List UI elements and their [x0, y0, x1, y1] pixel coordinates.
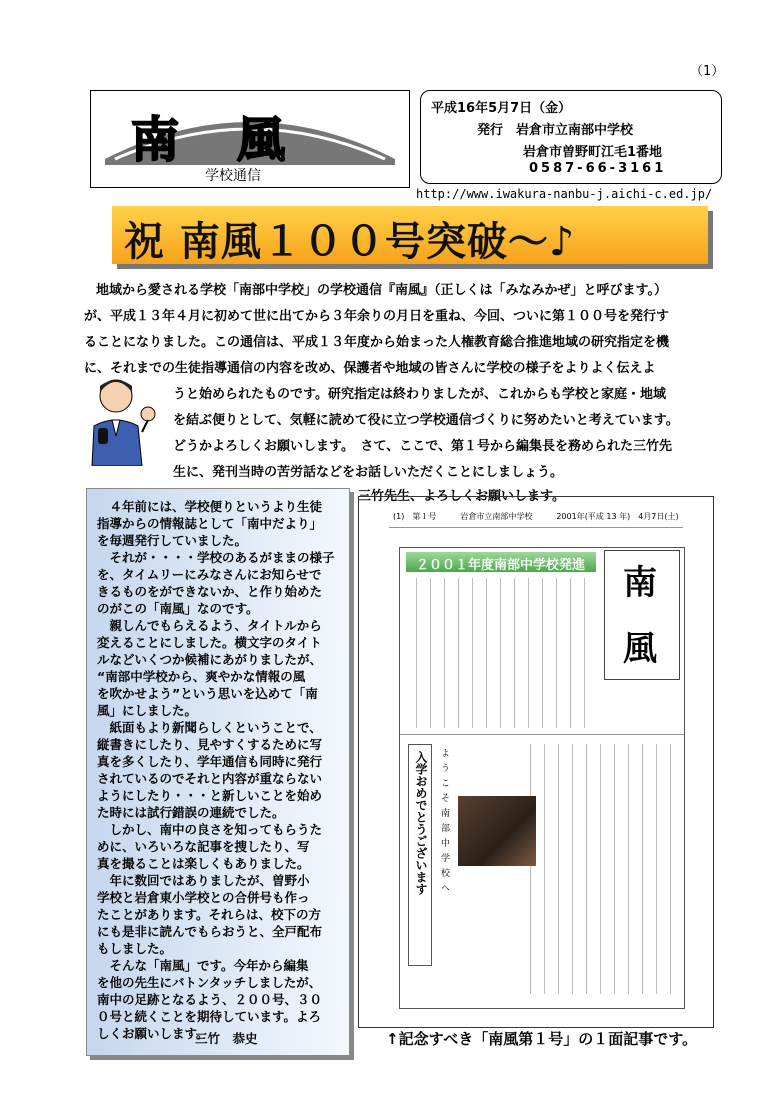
column-line: それが・・・・学校のあるがままの様子 [97, 550, 335, 565]
intro-line: ることになりました。この通信は、平成１３年度から始まった人権教育総合推進地域の研究指定を機 [84, 335, 670, 350]
masthead-title: 南風 [131, 112, 344, 168]
intro-line: 地域から愛される学校「南部中学校」の学校通信『南風』（正しくは「みなみかぜ」と呼びます。） [96, 283, 667, 298]
column-line: を、タイムリーにみなさんにお知らせで [97, 567, 322, 582]
column-line: しくお願いします。 [97, 1026, 209, 1041]
info-box [420, 90, 722, 184]
intro-line: うと始められたものです。研究指定は終わりましたが、これからも学校と家庭・地域 [173, 387, 666, 402]
column-line: 紙面もより新聞らしくということで、 [97, 720, 322, 735]
first-issue-photo [458, 796, 536, 866]
column-line: 親しんでもらえるよう、タイトルから [97, 618, 322, 633]
column-line: のがこの「南風」なのです。 [97, 601, 259, 616]
address: 岩倉市曽野町江毛1番地 [523, 145, 663, 160]
publisher: 発行 岩倉市立南部中学校 [477, 123, 634, 138]
first-issue-image [358, 496, 714, 1028]
column-line: 真を多くしたり、学年通信も同時に発行 [97, 754, 323, 769]
column-line: にも是非に読んでもらおうと、全戸配布 [97, 924, 323, 939]
column-line: しかし、南中の良さを知ってもらうた [97, 822, 323, 837]
first-issue-welcome-sub: ようこそ南部中学校へ [439, 748, 449, 898]
intro-line: 三竹先生、よろしくお願いします。 [358, 489, 565, 504]
intro-line: 生に、発刊当時の苦労話などをお話しいただくことにしましょう。 [173, 465, 564, 480]
masthead [90, 90, 410, 188]
column-line: 年に数回ではありましたが、曽野小 [97, 873, 310, 888]
image-caption: ↑記念すべき「南風第１号」の１面記事です。 [386, 1030, 698, 1048]
column-line: そんな「南風」です。今年から編集 [97, 958, 309, 973]
issue-date: 平成16年5月7日（金） [431, 101, 572, 116]
school-url[interactable]: http://www.iwakura-nanbu-j.aichi-c.ed.jp/ [416, 187, 713, 201]
column-line: されているのでそれと内容が重ならない [97, 771, 323, 786]
intro-line: に、それまでの生徒指導通信の内容を改め、保護者や地域の皆さんに学校の様子をよりよく伝えよ [84, 361, 656, 376]
first-issue-welcome-box [408, 744, 432, 966]
column-line: を吹かせよう”という思いを込めて「南 [97, 686, 318, 701]
column-line: 真を撮ることは楽しくもありました。 [97, 856, 310, 871]
first-issue-logo-top: 南 [623, 563, 657, 603]
column-line: もしました。 [97, 941, 173, 956]
column-line: たことがあります。それらは、校下の方 [97, 907, 322, 922]
column-line: 南中の足跡となるよう、２００号、３０ [97, 992, 323, 1007]
column-line: ０号と続くことを期待しています。よろ [97, 1009, 322, 1024]
first-issue-welcome: 入学おめでとうございます [414, 751, 428, 895]
column-line: 縦書きにしたり、見やすくするために写 [97, 737, 323, 752]
masthead-subtitle: 学校通信 [205, 168, 261, 184]
column-line: を毎週発行していました。 [97, 533, 248, 548]
column-line: 指導からの情報誌として「南中だより」 [97, 516, 323, 531]
first-issue-logo-bottom: 風 [623, 629, 657, 669]
first-issue-logo [604, 550, 680, 680]
first-issue-title: ２００１年度南部中学校発進 [416, 558, 586, 573]
column-line: めに、いろいろな記事を捜したり、写 [97, 839, 310, 854]
page-number: （1） [690, 64, 725, 79]
first-issue-page [399, 547, 685, 1009]
intro-line: どうかよろしくお願いします。 さて、ここで、第１号から編集長を務められた三竹先 [173, 439, 672, 454]
column-line: 学校と岩倉東小学校との合併号も作っ [97, 890, 310, 905]
column-line: きるものをができないか、と作り始めた [97, 584, 323, 599]
first-issue-header: (1) 第１号 岩倉市立南部中学校 2001年(平成 13 年) 4月7日(土) [393, 512, 679, 521]
banner-text: 祝 南風１００号突破～♪ [124, 219, 576, 265]
column-line: 風」にしました。 [97, 703, 198, 718]
column-line: “南部中学校から、爽やかな情報の風 [97, 669, 306, 684]
first-issue-title-bar [406, 552, 596, 572]
column-line: ルなどいくつか候補にあがりましたが、 [97, 652, 323, 667]
column-line: た時には試行錯誤の連続でした。 [97, 805, 285, 820]
presenter-icon [86, 374, 172, 466]
column-author: 三竹 恭史 [195, 1031, 258, 1046]
banner [112, 206, 708, 264]
column-line: を他の先生にバトンタッチしましたが、 [97, 975, 322, 990]
intro-line: を結ぶ便りとして、気軽に読めて役に立つ学校通信づくりに努めたいと考えています。 [173, 413, 679, 428]
column-line: ようにしたり・・・と新しいことを始め [97, 788, 323, 803]
telephone: 0587-66-3161 [529, 161, 667, 176]
column-line: 変えることにしました。横文字のタイト [97, 635, 322, 650]
intro-line: が、平成１３年４月に初めて世に出てから３年余りの月日を重ね、今回、ついに第１００号を発行す [84, 309, 670, 324]
column-line: ４年前には、学校便りというより生徒 [97, 499, 323, 514]
teacher-column [86, 488, 350, 1056]
